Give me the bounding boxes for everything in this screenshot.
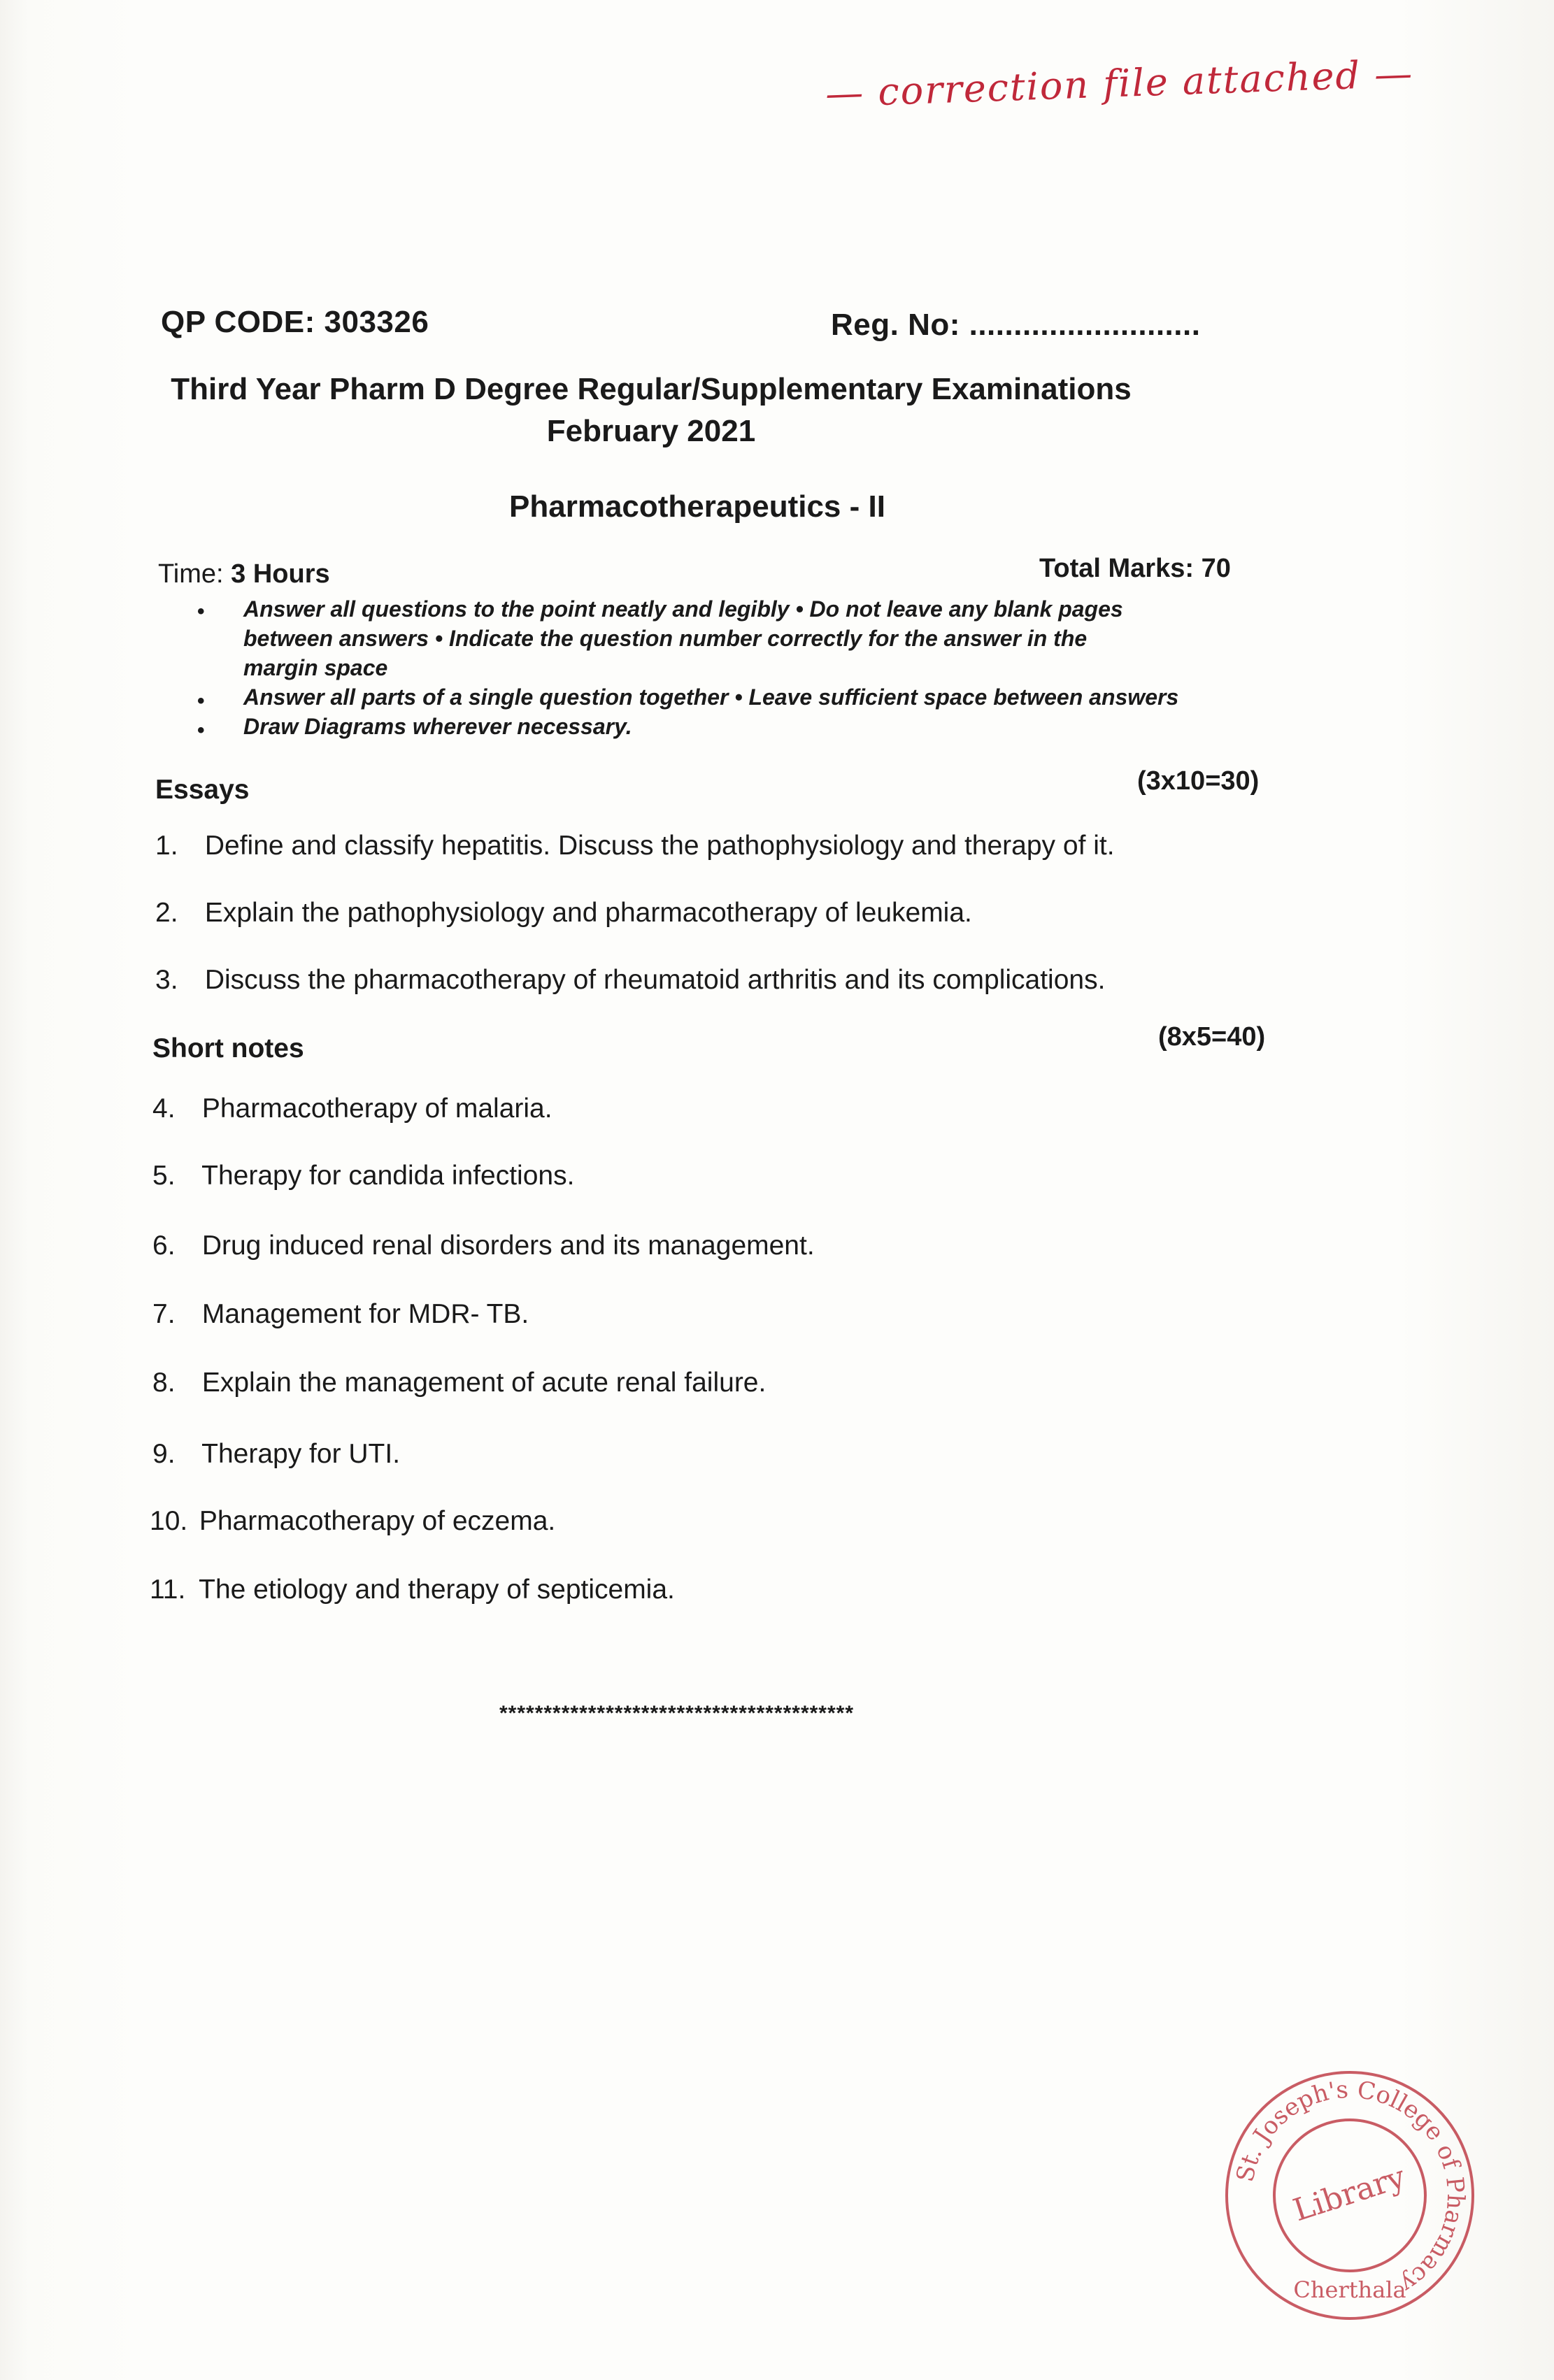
bullet-icon: •	[197, 689, 205, 712]
question-text: Pharmacotherapy of eczema.	[199, 1506, 556, 1536]
bullet-icon: •	[197, 600, 205, 623]
exam-title: Third Year Pharm D Degree Regular/Supplementary Examinations	[171, 372, 1132, 406]
question-text: The etiology and therapy of septicemia.	[199, 1575, 675, 1605]
time-label: Time:	[158, 559, 224, 589]
question-text: Pharmacotherapy of malaria.	[201, 1094, 553, 1124]
stamp-center-text: Library	[1289, 2158, 1410, 2229]
instruction-line: Answer all questions to the point neatly and legibly • Do not leave any blank pages	[243, 596, 1123, 622]
exam-date: February 2021	[546, 414, 756, 448]
total-value: 70	[1201, 554, 1231, 583]
total-label: Total Marks:	[1039, 554, 1195, 583]
question-item	[152, 1161, 574, 1191]
question-number: 4.	[152, 1094, 176, 1124]
question-item	[152, 1368, 766, 1398]
question-item	[155, 898, 972, 929]
question-text: Management for MDR- TB.	[201, 1299, 529, 1329]
question-item	[150, 1506, 555, 1537]
question-item	[152, 1231, 815, 1261]
question-item	[155, 965, 1105, 996]
handwritten-note: — correction file attached —	[825, 51, 1415, 116]
question-text: Drug induced renal disorders and its management.	[201, 1231, 815, 1261]
instruction-line: margin space	[243, 655, 388, 680]
question-text: Discuss the pharmacotherapy of rheumatoid arthritis and its complications.	[204, 965, 1106, 995]
instruction-line: Draw Diagrams wherever necessary.	[243, 714, 632, 739]
total-marks	[1039, 554, 1231, 584]
question-item	[150, 1575, 675, 1605]
short-notes-marks: (8x5=40)	[1158, 1022, 1266, 1052]
question-text: Therapy for candida infections.	[201, 1161, 575, 1191]
question-number: 9.	[152, 1439, 176, 1469]
instruction-line: Answer all parts of a single question together • Leave sufficient space between answers	[243, 684, 1179, 710]
question-text: Explain the management of acute renal failure.	[201, 1368, 767, 1398]
question-item	[152, 1299, 529, 1330]
time-value: 3 Hours	[231, 559, 330, 589]
question-number: 2.	[155, 898, 178, 928]
stamp-ring-text: St. Joseph's College of Pharmacy	[1231, 2075, 1470, 2299]
question-number: 8.	[152, 1368, 176, 1398]
essays-marks: (3x10=30)	[1137, 766, 1260, 796]
bullet-icon: •	[197, 719, 205, 742]
question-item	[152, 1439, 400, 1470]
question-number: 6.	[152, 1231, 176, 1261]
question-number: 11.	[150, 1575, 186, 1605]
question-item	[155, 831, 1115, 861]
end-marker: ****************************************	[499, 1702, 854, 1725]
question-number: 1.	[155, 831, 178, 861]
qp-code: QP CODE: 303326	[161, 305, 429, 339]
subject-title: Pharmacotherapeutics - II	[509, 489, 885, 524]
library-stamp	[1217, 2063, 1483, 2328]
short-notes-heading: Short notes	[152, 1033, 304, 1063]
question-number: 10.	[150, 1506, 188, 1536]
question-number: 5.	[152, 1161, 176, 1191]
question-text: Explain the pathophysiology and pharmacotherapy of leukemia.	[204, 898, 972, 928]
question-text: Define and classify hepatitis. Discuss the pathophysiology and therapy of it.	[204, 831, 1115, 861]
question-number: 3.	[155, 965, 178, 995]
essays-heading: Essays	[155, 775, 250, 805]
stamp-seal-icon	[1217, 2063, 1483, 2328]
reg-no: Reg. No: ..........................	[831, 308, 1201, 342]
stamp-place-text: Cherthala	[1293, 2277, 1406, 2303]
instruction-line: between answers • Indicate the question number correctly for the answer in the	[243, 626, 1088, 651]
question-text: Therapy for UTI.	[201, 1439, 401, 1469]
time-info	[158, 559, 330, 589]
question-item	[152, 1094, 553, 1124]
question-number: 7.	[152, 1299, 176, 1329]
